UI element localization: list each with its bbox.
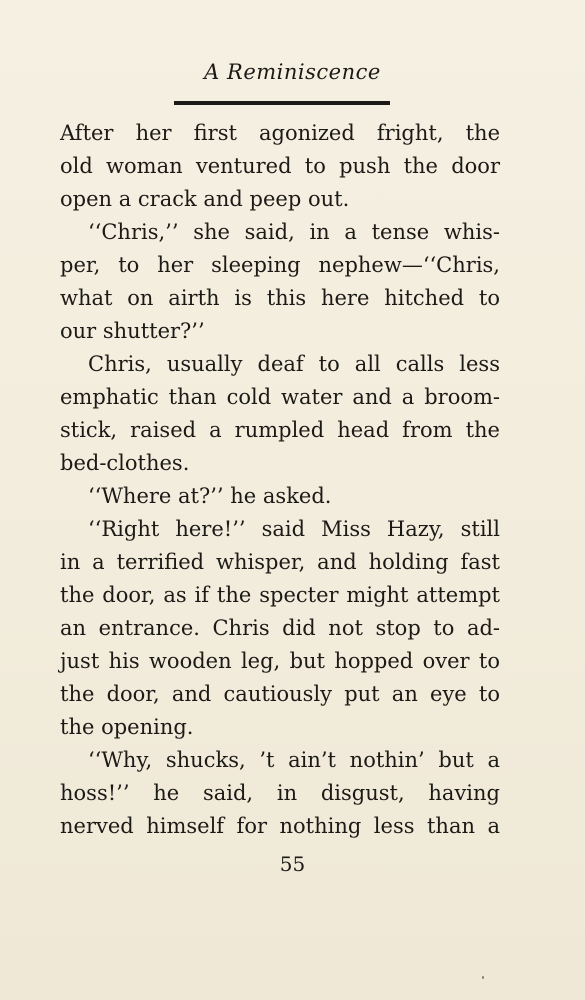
text-line: bed-clothes. (60, 451, 190, 475)
text-line: the door, as if the specter might attempt (60, 583, 500, 607)
text-line: an entrance. Chris did not stop to ad- (60, 616, 500, 640)
text-line: nerved himself for nothing less than a (60, 814, 500, 838)
header-rule (174, 101, 390, 105)
page-number: 55 (279, 852, 306, 876)
text-line: the door, and cautiously put an eye to (60, 682, 500, 706)
paper-speck (482, 976, 484, 979)
text-line: ‘‘Why, shucks, ’t ain’t nothin’ but a (88, 748, 500, 772)
text-line: stick, raised a rumpled head from the (60, 418, 500, 442)
text-line: Chris, usually deaf to all calls less (88, 352, 500, 376)
running-head: A Reminiscence (204, 60, 381, 84)
text-line: emphatic than cold water and a broom- (60, 385, 500, 409)
text-line: ‘‘Chris,’’ she said, in a tense whis- (88, 220, 500, 244)
text-line: open a crack and peep out. (60, 187, 350, 211)
text-line: the opening. (60, 715, 194, 739)
text-line: just his wooden leg, but hopped over to (60, 649, 500, 673)
text-line: in a terrified whisper, and holding fast (60, 550, 500, 574)
body-text (60, 117, 500, 843)
text-line: After her first agonized fright, the (60, 121, 500, 145)
text-line: what on airth is this here hitched to (60, 286, 500, 310)
text-line: per, to her sleeping nephew—‘‘Chris, (60, 253, 500, 277)
text-line: ‘‘Where at?’’ he asked. (88, 484, 332, 508)
text-line: old woman ventured to push the door (60, 154, 500, 178)
text-line: ‘‘Right here!’’ said Miss Hazy, still (88, 517, 500, 541)
text-line: hoss!’’ he said, in disgust, having (60, 781, 500, 805)
text-line: our shutter?’’ (60, 319, 205, 343)
